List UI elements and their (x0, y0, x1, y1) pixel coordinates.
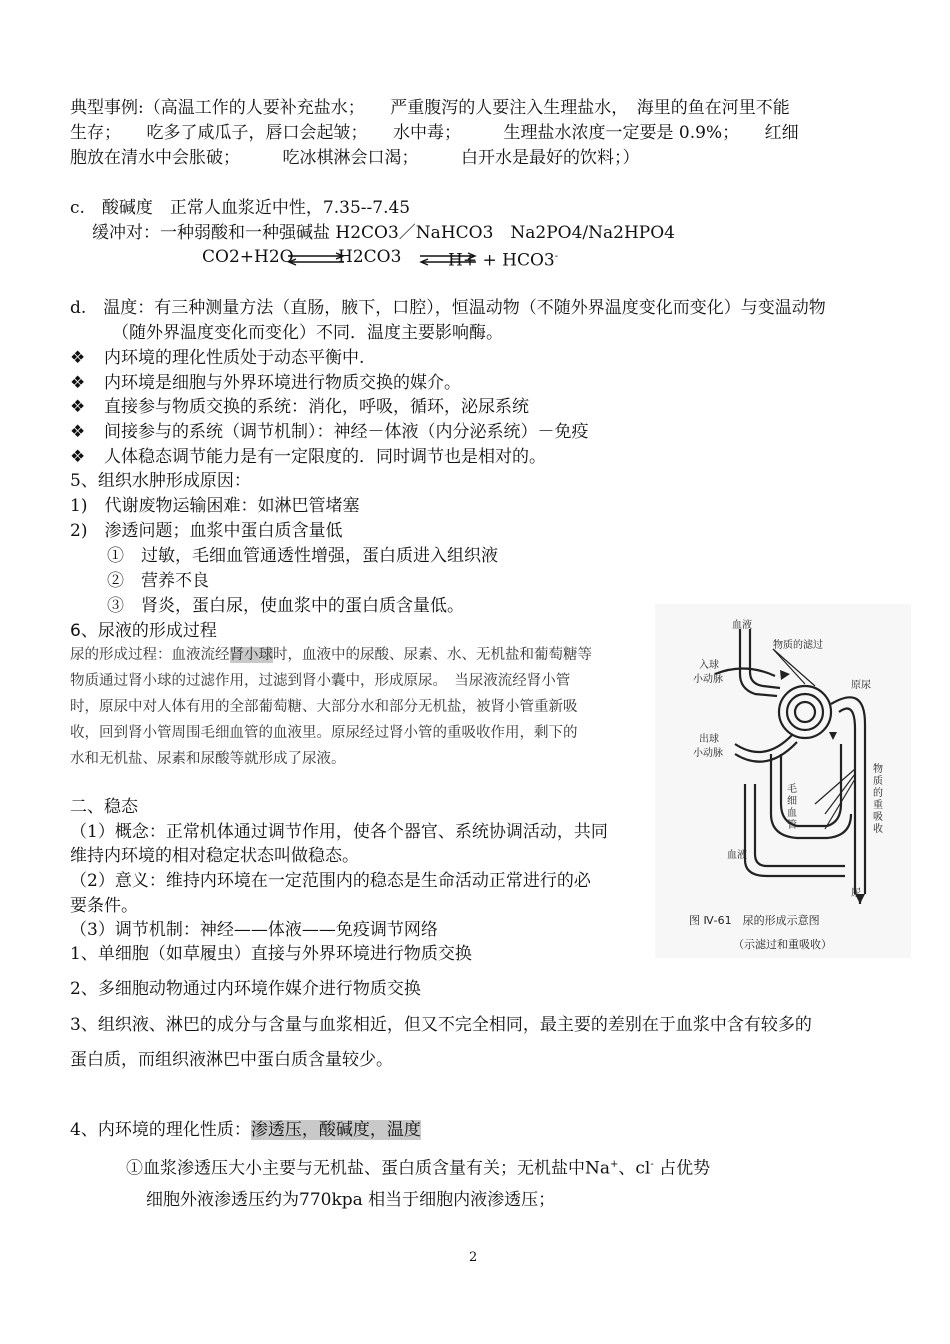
edema-sub-2: ② 营养不良 (107, 571, 209, 591)
edema-item-1: 1) 代谢废物运输困难：如淋巴管堵塞 (70, 496, 360, 516)
label-efferent-1: 出球 (699, 734, 719, 745)
point-3-line-2: 蛋白质，而组织液淋巴中蛋白质含量较少。 (70, 1050, 393, 1070)
figure-subcaption: （示滤过和重吸收） (733, 938, 832, 951)
urine-paragraph-line: 收，回到肾小管周围毛细血管的血液里。原尿经过肾小管的重吸收作用，剩下的 (70, 725, 578, 741)
meaning-line-2: 要条件。 (70, 896, 138, 916)
mechanism-line: （3）调节机制：神经——体液——免疫调节网络 (70, 920, 438, 940)
svg-text:收: 收 (873, 824, 883, 835)
concept-line-1: （1）概念：正常机体通过调节作用，使各个器官、系统协调活动，共同 (70, 822, 608, 842)
svg-text:的: 的 (873, 788, 883, 799)
label-primary-urine: 原尿 (851, 680, 871, 691)
concept-line-2: 维持内环境的相对稳定状态叫做稳态。 (70, 846, 359, 866)
equation-left: CO2+H2O (202, 247, 294, 267)
label-capillary (787, 783, 797, 831)
svg-text:吸: 吸 (873, 812, 883, 823)
examples-line-1: 典型事例:（高温工作的人要补充盐水； 严重腹泻的人要注入生理盐水， 海里的鱼在河里不能 (70, 98, 790, 118)
edema-item-2: 2) 渗透问题；血浆中蛋白质含量低 (70, 521, 343, 541)
diamond-bullet-icon: ❖ (70, 348, 86, 368)
equation-middle: H2CO3 (338, 247, 402, 267)
meaning-line-1: （2）意义：维持内环境在一定范围内的稳态是生命活动正常进行的必 (70, 871, 591, 891)
diamond-bullet-icon: ❖ (70, 373, 86, 393)
temperature-line-1: d. 温度：有三种测量方法（直肠，腋下，口腔），恒温动物（不随外界温度变化而变化）与变温动物 (70, 298, 826, 318)
urine-paragraph-line: 时，原尿中对人体有用的全部葡萄糖、大部分水和部分无机盐，被肾小管重新吸 (70, 699, 578, 715)
label-urine: 尿 (851, 888, 861, 899)
label-reabsorption (873, 762, 883, 835)
equilibrium-arrow-icon (418, 252, 478, 266)
figure-caption: 图 Ⅳ-61 尿的形成示意图 (689, 914, 820, 927)
svg-text:物: 物 (873, 764, 883, 775)
bullet-item: ❖ 直接参与物质交换的系统：消化，呼吸，循环，泌尿系统 (70, 397, 529, 417)
label-blood-bottom: 血液 (727, 850, 747, 861)
diamond-bullet-icon: ❖ (70, 422, 86, 442)
diamond-bullet-icon: ❖ (70, 447, 86, 467)
osmotic-line-1: ①血浆渗透压大小主要与无机盐、蛋白质含量有关；无机盐中Na+、cl- 占优势 (126, 1158, 711, 1179)
buffer-pair-line: 缓冲对：一种弱酸和一种强碱盐 H2CO3／NaHCO3 Na2PO4/Na2HPO4 (92, 223, 675, 243)
label-afferent-2: 小动脉 (693, 674, 723, 685)
page-number: 2 (469, 1250, 478, 1265)
svg-text:质: 质 (873, 776, 883, 787)
osmotic-line-2: 细胞外液渗透压约为770kpa 相当于细胞内液渗透压； (146, 1190, 556, 1210)
urine-paragraph-line: 水和无机盐、尿素和尿酸等就形成了尿液。 (70, 751, 346, 767)
point-3-line-1: 3、组织液、淋巴的成分与含量与血浆相近，但又不完全相同，最主要的差别在于血浆中含有较多的 (70, 1015, 812, 1035)
diamond-bullet-icon: ❖ (70, 397, 86, 417)
label-blood-top: 血液 (732, 620, 752, 631)
svg-text:重: 重 (873, 800, 883, 811)
examples-line-3: 胞放在清水中会胀破； 吃冰棋淋会口渴； 白开水是最好的饮料；） (70, 148, 640, 168)
bullet-item: ❖ 人体稳态调节能力是有一定限度的．同时调节也是相对的。 (70, 447, 546, 467)
label-filtration: 物质的滤过 (773, 640, 823, 651)
svg-text:毛: 毛 (787, 784, 797, 795)
point-1: 1、单细胞（如草履虫）直接与外界环境进行物质交换 (70, 944, 472, 964)
edema-sub-1: ① 过敏，毛细血管通透性增强，蛋白质进入组织液 (107, 546, 498, 566)
svg-text:血: 血 (787, 808, 797, 819)
urine-paragraph-line: 尿的形成过程：血液流经肾小球时，血液中的尿酸、尿素、水、无机盐和葡萄糖等 (70, 647, 592, 663)
bullet-item: ❖ 内环境的理化性质处于动态平衡中. (70, 348, 365, 368)
urine-formation-title: 6、尿液的形成过程 (70, 621, 217, 641)
urine-paragraph-line: 物质通过肾小球的过滤作用，过滤到肾小囊中，形成原尿。 当尿液流经肾小管 (70, 673, 571, 689)
point-2: 2、多细胞动物通过内环境作媒介进行物质交换 (70, 979, 421, 999)
temperature-line-2: （随外界温度变化而变化）不同．温度主要影响酶。 (112, 323, 503, 343)
svg-text:管: 管 (787, 820, 797, 831)
equilibrium-arrow-icon (286, 252, 346, 266)
equation-right: H+ + HCO3- (448, 250, 559, 271)
svg-text:细: 细 (787, 796, 797, 807)
examples-line-2: 生存； 吃多了咸瓜子，唇口会起皱； 水中毒； 生理盐水浓度一定要是 0.9%； 红细 (70, 123, 799, 143)
label-efferent-2: 小动脉 (693, 748, 723, 759)
acidity-heading: c. 酸碱度 正常人血浆近中性，7.35--7.45 (70, 198, 411, 218)
urine-formation-diagram (655, 604, 911, 958)
homeostasis-title: 二、稳态 (70, 797, 138, 817)
point-4: 4、内环境的理化性质：渗透压，酸碱度，温度 (70, 1120, 421, 1140)
edema-title: 5、组织水肿形成原因： (70, 471, 251, 491)
label-afferent-1: 入球 (699, 660, 719, 671)
bullet-item: ❖ 内环境是细胞与外界环境进行物质交换的媒介。 (70, 373, 461, 393)
edema-sub-3: ③ 肾炎，蛋白尿，使血浆中的蛋白质含量低。 (107, 596, 464, 616)
bullet-item: ❖ 间接参与的系统（调节机制）：神经－体液（内分泌系统）－免疫 (70, 422, 589, 442)
